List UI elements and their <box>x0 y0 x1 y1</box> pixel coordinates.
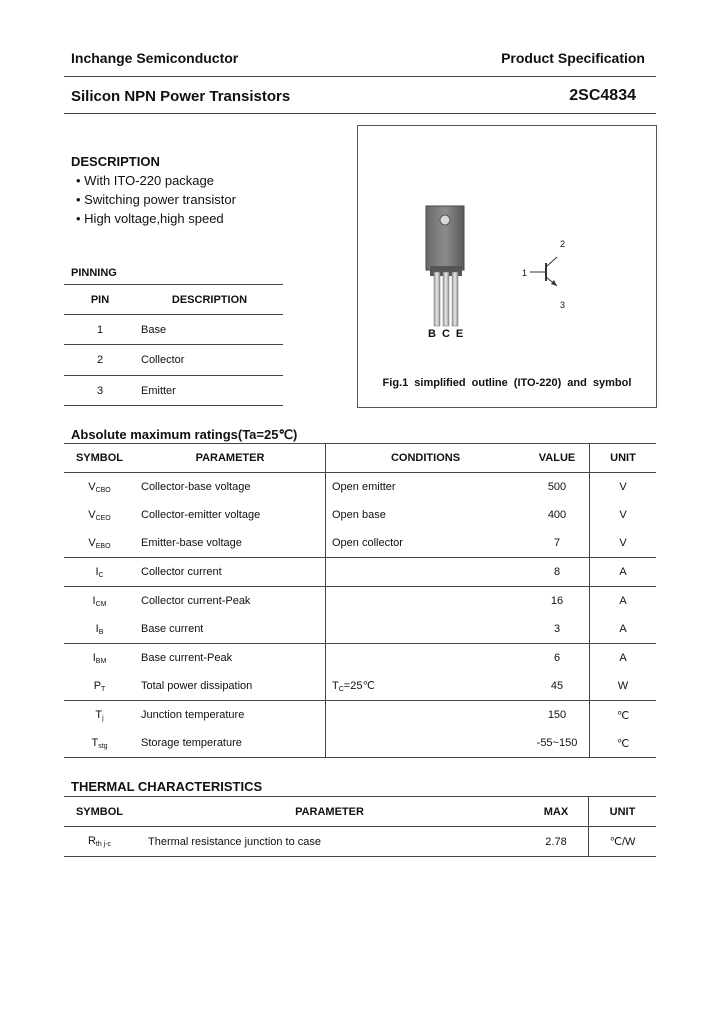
pin-number: 2 <box>96 354 104 366</box>
rating-unit: ℃ <box>616 709 630 722</box>
table-row <box>64 558 656 587</box>
symbol-pin-3: 3 <box>560 300 566 310</box>
table-row <box>64 376 283 406</box>
table-row <box>64 615 656 644</box>
symbol-pin-2: 2 <box>560 239 566 249</box>
description-heading: DESCRIPTION <box>71 154 160 169</box>
rating-parameter: Collector-base voltage <box>135 473 326 502</box>
pin-col-header: PIN <box>90 293 110 306</box>
thermal-heading: THERMAL CHARACTERISTICS <box>71 779 263 794</box>
rating-condition <box>326 644 526 673</box>
table-row <box>64 672 656 701</box>
rating-unit: ℃ <box>616 737 630 750</box>
thermal-symbol: $R_{th j-c}$ <box>87 835 112 848</box>
rating-symbol: $I_{CM}$ <box>92 594 107 608</box>
rating-condition <box>326 587 526 616</box>
table-row <box>64 701 656 730</box>
rating-symbol: $V_{CBO}$ <box>88 480 111 494</box>
rating-unit: V <box>619 537 627 549</box>
rating-condition: Open emitter <box>332 481 396 493</box>
pinning-table <box>64 284 283 406</box>
rating-value: 3 <box>525 615 590 644</box>
pinning-heading: PINNING <box>71 267 117 279</box>
rating-unit: A <box>619 652 627 664</box>
rating-parameter: Emitter-base voltage <box>135 529 326 558</box>
rating-condition: Open base <box>332 509 386 521</box>
figure-box <box>357 125 657 408</box>
col-parameter: PARAMETER <box>295 805 364 818</box>
rating-value: -55~150 <box>525 729 590 758</box>
rating-symbol: $I_C$ <box>95 565 104 579</box>
rating-symbol: $T_j$ <box>95 708 104 722</box>
rating-condition <box>326 701 526 730</box>
col-symbol: SYMBOL <box>75 805 124 818</box>
document-type: Product Specification <box>501 50 645 66</box>
table-row <box>64 473 656 502</box>
rating-condition <box>326 615 526 644</box>
rating-condition <box>326 729 526 758</box>
rating-parameter: Base current-Peak <box>135 644 326 673</box>
rating-parameter: Base current <box>135 615 326 644</box>
rating-unit: V <box>619 509 627 521</box>
description-item: • With ITO-220 package <box>76 173 214 188</box>
rating-parameter: Junction temperature <box>135 701 326 730</box>
ratings-table <box>64 443 656 758</box>
rating-unit: A <box>619 623 627 635</box>
rating-parameter: Storage temperature <box>135 729 326 758</box>
rating-symbol: $T_{stg}$ <box>91 736 108 750</box>
rating-parameter: Collector current-Peak <box>135 587 326 616</box>
description-item: • Switching power transistor <box>76 192 236 207</box>
col-parameter: PARAMETER <box>135 444 326 473</box>
table-row <box>64 315 283 345</box>
rating-symbol: $I_{BM}$ <box>92 651 107 665</box>
rating-condition <box>326 558 526 587</box>
rating-unit: A <box>619 595 627 607</box>
table-row <box>64 345 283 376</box>
rating-parameter: Collector current <box>135 558 326 587</box>
rating-unit: A <box>619 566 627 578</box>
rating-value: 16 <box>525 587 590 616</box>
rating-value: 400 <box>525 501 590 529</box>
rating-value: 500 <box>525 473 590 502</box>
rating-symbol: $P_T$ <box>93 679 106 693</box>
pin-number: 3 <box>96 384 104 397</box>
table-row <box>64 729 656 758</box>
col-max: MAX <box>524 797 589 827</box>
rating-symbol: $I_B$ <box>95 622 104 636</box>
pin-description: Base <box>141 323 167 336</box>
header-rule-2 <box>64 113 656 114</box>
pin-desc-col-header: DESCRIPTION <box>171 293 248 306</box>
rating-unit: V <box>619 481 627 493</box>
thermal-max: 2.78 <box>524 827 589 857</box>
header-rule-1 <box>64 76 656 77</box>
table-row <box>64 644 656 673</box>
pin-description: Collector <box>141 354 185 366</box>
pin-number: 1 <box>96 323 104 336</box>
rating-condition: $T_C=25℃$ <box>332 680 375 693</box>
thermal-table <box>64 796 656 857</box>
col-unit: UNIT <box>610 452 636 464</box>
rating-parameter: Collector-emitter voltage <box>135 501 326 529</box>
company-name: Inchange Semiconductor <box>71 50 239 66</box>
thermal-unit: ℃/W <box>609 836 636 848</box>
rating-symbol: $V_{CEO}$ <box>88 508 111 522</box>
symbol-pin-1: 1 <box>522 268 528 278</box>
table-row <box>64 827 656 857</box>
pin-description: Emitter <box>141 384 176 397</box>
description-item: • High voltage,high speed <box>76 211 224 226</box>
rating-value: 6 <box>525 644 590 673</box>
thermal-parameter: Thermal resistance junction to case <box>148 835 322 848</box>
figure-caption: Fig.1 simplified outline (ITO-220) and symbol <box>382 377 632 389</box>
col-value: VALUE <box>525 444 590 473</box>
rating-symbol: $V_{EBO}$ <box>88 536 111 550</box>
table-row <box>64 501 656 529</box>
rating-value: 7 <box>525 529 590 558</box>
table-row <box>64 587 656 616</box>
col-conditions: CONDITIONS <box>390 452 461 464</box>
rating-value: 150 <box>525 701 590 730</box>
rating-value: 45 <box>525 672 590 701</box>
table-row <box>64 529 656 558</box>
rating-parameter: Total power dissipation <box>135 672 326 701</box>
col-symbol: SYMBOL <box>75 452 124 464</box>
rating-unit: W <box>617 680 629 692</box>
rating-condition: Open collector <box>332 537 403 549</box>
col-unit: UNIT <box>609 805 636 818</box>
rating-value: 8 <box>525 558 590 587</box>
product-title: Silicon NPN Power Transistors <box>71 88 291 105</box>
package-outline-image <box>358 126 656 407</box>
lead-labels: BCE <box>428 328 470 340</box>
part-number: 2SC4834 <box>569 87 636 104</box>
ratings-heading: Absolute maximum ratings(Ta=25℃) <box>71 427 298 442</box>
